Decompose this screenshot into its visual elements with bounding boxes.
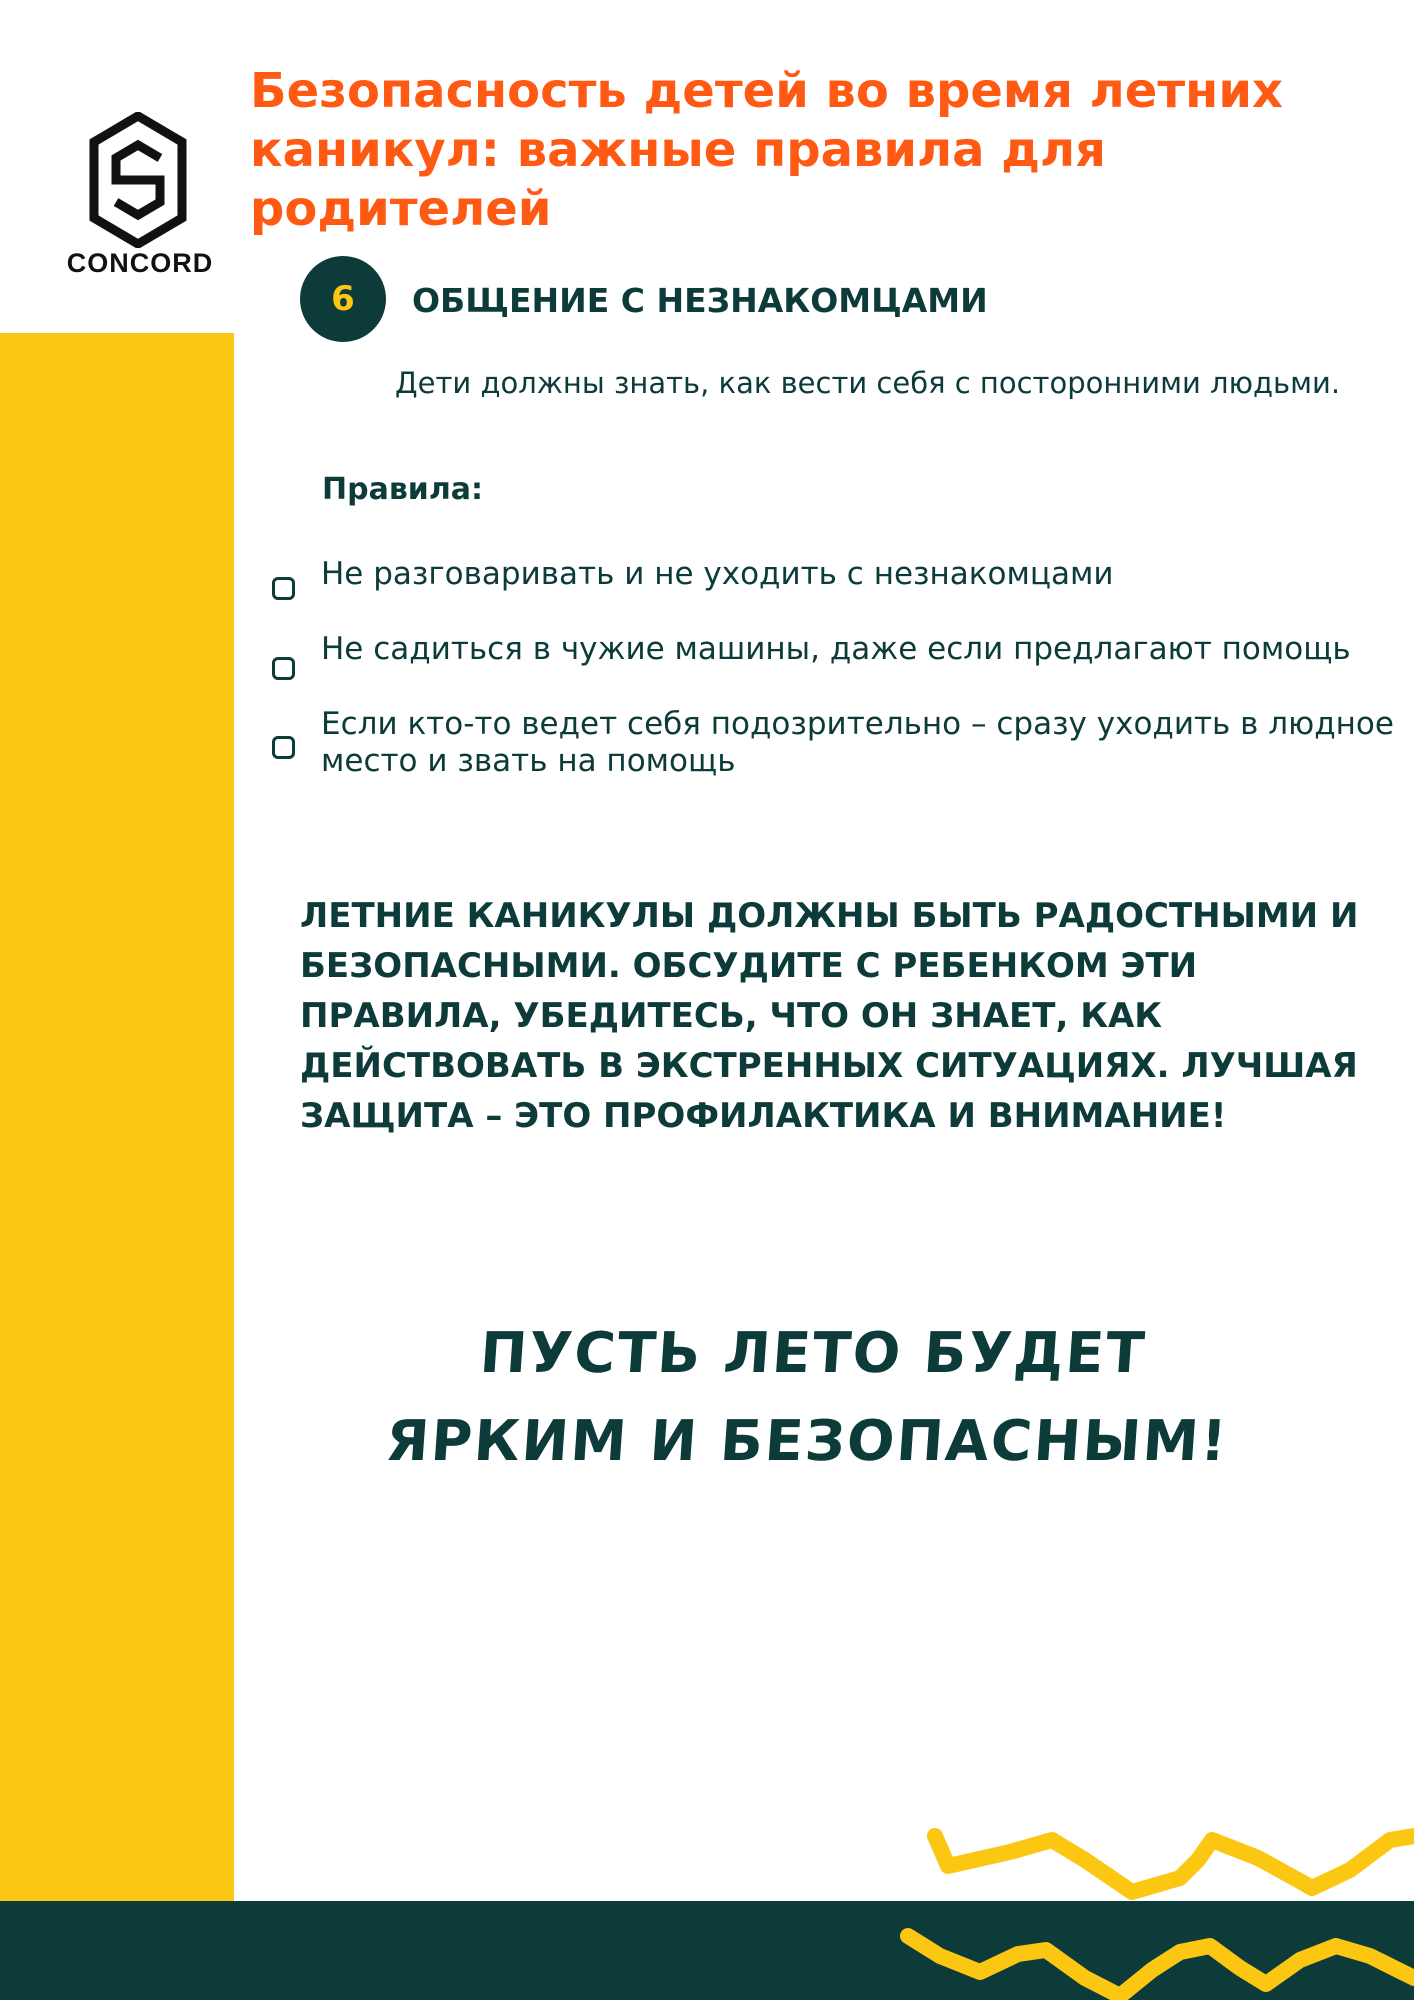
rule-text: Не разговаривать и не уходить с незнакомцами <box>321 556 1114 592</box>
section-description: Дети должны знать, как вести себя с посторонними людьми. <box>395 366 1341 400</box>
rule-text: Если кто-то ведет себя подозрительно – сразу уходить в людное место и звать на помощь <box>321 706 1394 779</box>
brand-name: CONCORD <box>66 248 214 278</box>
checkbox-icon <box>272 736 295 759</box>
checkbox-icon <box>272 577 295 600</box>
page-title: Безопасность детей во время летних каникул: важные правила для родителей <box>250 63 1283 237</box>
rules-heading: Правила: <box>322 472 484 507</box>
section-number-badge: 6 <box>300 256 386 342</box>
rule-text: Не садиться в чужие машины, даже если предлагают помощь <box>321 631 1351 667</box>
yellow-sidebar <box>0 333 234 1901</box>
summary-text: ЛЕТНИЕ КАНИКУЛЫ ДОЛЖНЫ БЫТЬ РАДОСТНЫМИ И БЕЗОПАСНЫМИ. ОБСУДИТЕ С РЕБЕНКОМ ЭТИ ПРАВИЛА, УБЕДИТЕСЬ, ЧТО ОН ЗНАЕТ, КАК ДЕЙСТВОВАТЬ В ЭКСТРЕННЫХ СИТУАЦИЯХ. ЛУЧШАЯ ЗАЩИТА – ЭТО ПРОФИЛАКТИКА И ВНИМАНИЕ! <box>300 896 1359 1136</box>
section-title: ОБЩЕНИЕ С НЕЗНАКОМЦАМИ <box>412 281 988 320</box>
checkbox-icon <box>272 657 295 680</box>
concord-logo-icon <box>88 112 188 248</box>
slogan: ПУСТЬ ЛЕТО БУДЕТ ЯРКИМ И БЕЗОПАСНЫМ! <box>383 1321 1231 1474</box>
zigzag-decoration-icon <box>880 1800 1414 2000</box>
